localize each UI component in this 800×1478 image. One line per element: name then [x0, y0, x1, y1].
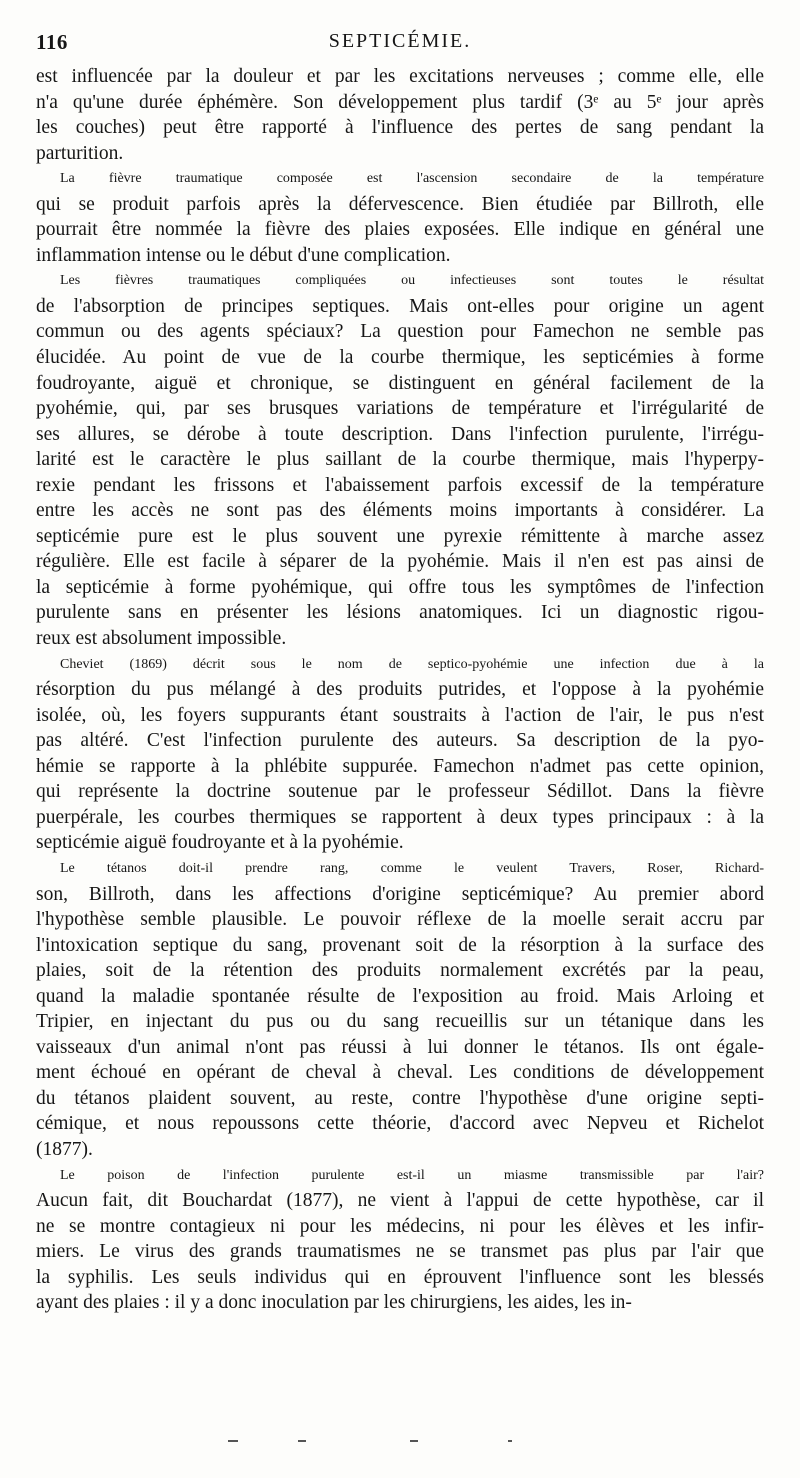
- paragraph: [36, 166, 764, 268]
- text-line: l'hypothèse semble plausible. Le pouvoir réflexe de la moelle serait accru par: [36, 909, 764, 931]
- text-line: septicémie pure est le plus souvent une pyrexie rémittente à marche assez: [36, 525, 764, 547]
- text-line: les couches) peut être rapporté à l'influence des pertes de sang pendant la: [36, 117, 764, 139]
- text-line: ment échoué en opérant de cheval à cheval. Les conditions de développement: [36, 1062, 764, 1084]
- text-line: Le tétanos doit-il prendre rang, comme le veulent Travers, Roser, Richard-: [60, 860, 764, 876]
- text-line: son, Billroth, dans les affections d'origine septicémique? Au premier abord: [36, 883, 764, 905]
- text-line: plaies, soit de la rétention des produits normalement excrétés par la peau,: [36, 960, 764, 982]
- text-line: n'a qu'une durée éphémère. Son développement plus tardif (3ᵉ au 5ᵉ jour après: [36, 91, 764, 113]
- text-line: régulière. Elle est facile à séparer de la pyohémie. Mais il n'en est pas ainsi de: [36, 551, 764, 573]
- text-line: isolée, où, les foyers suppurants étant soustraits à l'action de l'air, le pus n'est: [36, 704, 764, 726]
- text-line: ayant des plaies : il y a donc inoculation par les chirurgiens, les aides, les in-: [36, 1292, 632, 1314]
- print-mark: [410, 1440, 418, 1442]
- print-mark: [298, 1440, 306, 1442]
- text-line: Cheviet (1869) décrit sous le nom de septico-pyohémie une infection due à la: [60, 656, 764, 672]
- paragraph: [36, 64, 764, 166]
- text-line: purulente sans en présenter les lésions anatomiques. Ici un diagnostic rigou-: [36, 602, 764, 624]
- text-line: puerpérale, les courbes thermiques se rapportent à deux types principaux : à la: [36, 806, 764, 828]
- print-mark: [228, 1440, 238, 1442]
- text-line: la septicémie à forme pyohémique, qui offre tous les symptômes de l'infection: [36, 576, 764, 598]
- text-line: commun ou des agents spéciaux? La question pour Famechon ne semble pas: [36, 321, 764, 343]
- paragraph: [36, 268, 764, 651]
- text-line: qui représente la doctrine soutenue par le professeur Sédillot. Dans la fièvre: [36, 781, 764, 803]
- text-line: vaisseaux d'un animal n'ont pas réussi à lui donner le tétanos. Ils ont égale-: [36, 1036, 764, 1058]
- text-line: quand la maladie spontanée résulte de l'exposition au froid. Mais Arloing et: [36, 985, 764, 1007]
- text-line: qui se produit parfois après la défervescence. Bien étudiée par Billroth, elle: [36, 193, 764, 215]
- text-line: reux est absolument impossible.: [36, 628, 287, 650]
- text-line: larité est le caractère le plus saillant de la courbe thermique, mais l'hyperpy-: [36, 449, 764, 471]
- footer-print-marks: [0, 1440, 800, 1450]
- text-line: ses allures, se dérobe à toute description. Dans l'infection purulente, l'irrégu-: [36, 423, 764, 445]
- text-line: pas altéré. C'est l'infection purulente des auteurs. Sa description de la pyo-: [36, 730, 764, 752]
- text-line: élucidée. Au point de vue de la courbe thermique, les septicémies à forme: [36, 347, 764, 369]
- running-head: [36, 30, 764, 56]
- paragraph: [36, 652, 764, 856]
- text-line: inflammation intense ou le début d'une complication.: [36, 244, 451, 266]
- text-line: miers. Le virus des grands traumatismes ne se transmet pas plus par l'air que: [36, 1241, 764, 1263]
- text-line: (1877).: [36, 1138, 93, 1160]
- paragraph: [36, 856, 764, 1163]
- text-line: La fièvre traumatique composée est l'ascension secondaire de la température: [60, 171, 764, 187]
- text-line: Le poison de l'infection purulente est-il un miasme transmissible par l'air?: [60, 1167, 764, 1183]
- text-line: la syphilis. Les seuls individus qui en éprouvent l'influence sont les blessés: [36, 1266, 764, 1288]
- text-line: l'intoxication septique du sang, provenant soit de la résorption à la surface des: [36, 934, 764, 956]
- text-line: rexie pendant les frissons et l'abaissement parfois excessif de la température: [36, 474, 764, 496]
- text-line: cémique, et nous repoussons cette théorie, d'accord avec Nepveu et Richelot: [36, 1113, 764, 1135]
- text-line: ne se montre contagieux ni pour les médecins, ni pour les élèves et les infir-: [36, 1215, 764, 1237]
- text-line: résorption du pus mélangé à des produits putrides, et l'oppose à la pyohémie: [36, 679, 764, 701]
- print-mark: [508, 1440, 512, 1442]
- page-number: 116: [36, 30, 68, 54]
- text-line: hémie se rapporte à la phlébite suppurée. Famechon n'admet pas cette opinion,: [36, 755, 764, 777]
- text-line: parturition.: [36, 142, 124, 164]
- text-line: du tétanos plaident souvent, au reste, contre l'hypothèse d'une origine septi-: [36, 1087, 764, 1109]
- text-line: entre les accès ne sont pas des éléments moins importants à considérer. La: [36, 500, 764, 522]
- text-line: septicémie aiguë foudroyante et à la pyohémie.: [36, 832, 404, 854]
- text-line: Tripier, en injectant du pus ou du sang recueillis sur un tétanique dans les: [36, 1011, 764, 1033]
- text-line: pyohémie, qui, par ses brusques variations de température et l'irrégularité de: [36, 398, 764, 420]
- text-line: foudroyante, aiguë et chronique, se distinguent en général facilement de la: [36, 372, 764, 394]
- body-text: [36, 64, 764, 1316]
- text-line: Les fièvres traumatiques compliquées ou infectieuses sont toutes le résultat: [60, 273, 764, 289]
- text-line: de l'absorption de principes septiques. Mais ont-elles pour origine un agent: [36, 295, 764, 317]
- paragraph: [36, 1163, 764, 1316]
- running-title: SEPTICÉMIE.: [328, 30, 472, 52]
- text-line: pourrait être nommée la fièvre des plaies exposées. Elle indique en général une: [36, 219, 764, 241]
- text-line: Aucun fait, dit Bouchardat (1877), ne vient à l'appui de cette hypothèse, car il: [36, 1190, 764, 1212]
- text-line: est influencée par la douleur et par les excitations nerveuses ; comme elle, elle: [36, 66, 764, 87]
